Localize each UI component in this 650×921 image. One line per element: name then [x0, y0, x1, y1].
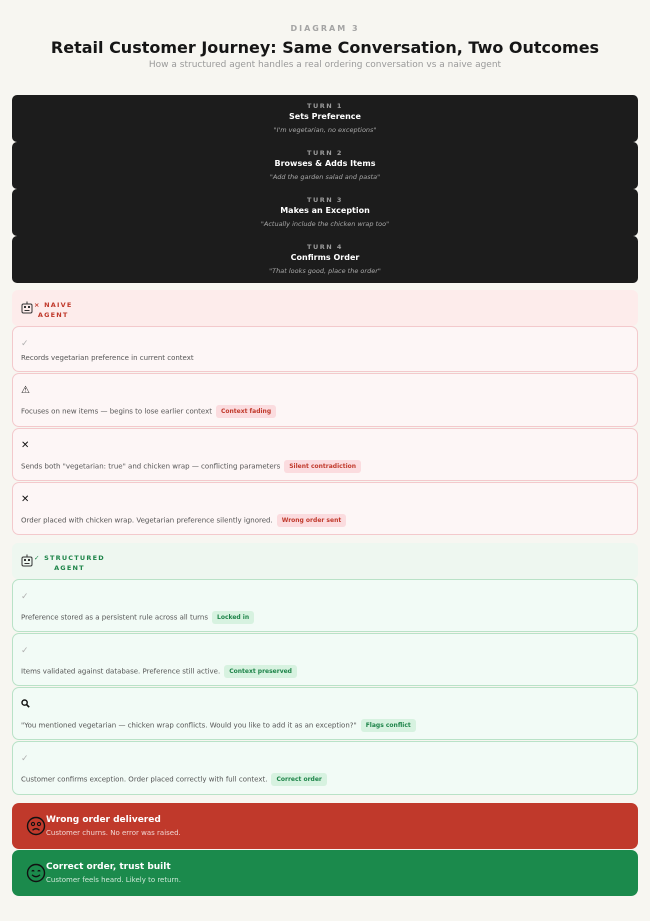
step-text: Sends both "vegetarian: true" and chicken wrap — conflicting parameters Silent contradiction — [21, 460, 361, 473]
turn-label: TURN 3 — [307, 196, 343, 204]
diagram-eyebrow: DIAGRAM 3 — [290, 24, 360, 33]
structured-agent-title: ✓ STRUCTURED AGENT — [34, 554, 105, 572]
step-text: Customer confirms exception. Order placed correctly with full context. Correct order — [21, 773, 327, 786]
check-icon: ✓ — [21, 339, 29, 349]
frowning-face-icon — [26, 816, 46, 836]
x-icon: ✕ — [21, 494, 30, 505]
turn-label: TURN 1 — [307, 102, 343, 110]
turn-quote: "Add the garden salad and pasta" — [269, 173, 381, 181]
check-icon: ✓ — [21, 592, 29, 602]
check-icon: ✓ — [21, 646, 29, 656]
turn-title: Confirms Order — [290, 253, 360, 262]
structured-agent-header — [12, 543, 638, 579]
turn-card-3 — [12, 189, 638, 236]
step-text: Records vegetarian preference in current context — [21, 354, 194, 362]
robot-icon — [21, 301, 33, 314]
step-text: Order placed with chicken wrap. Vegetarian preference silently ignored. Wrong order sent — [21, 514, 346, 527]
warning-icon: ⚠ — [21, 385, 30, 396]
turn-quote: "I'm vegetarian, no exceptions" — [273, 126, 377, 134]
check-icon: ✓ — [21, 754, 29, 764]
structured-step-1 — [12, 579, 638, 632]
turn-card-4 — [12, 236, 638, 283]
turn-label: TURN 2 — [307, 149, 343, 157]
naive-step-2 — [12, 373, 638, 427]
smiling-face-icon — [26, 863, 46, 883]
diagram-subtitle: How a structured agent handles a real ordering conversation vs a naive agent — [148, 60, 502, 70]
naive-step-4 — [12, 482, 638, 535]
structured-step-2 — [12, 633, 638, 686]
naive-agent-header — [12, 290, 638, 326]
turn-title: Makes an Exception — [280, 206, 370, 215]
bad-outcome-card — [12, 803, 638, 849]
good-outcome-card — [12, 850, 638, 896]
naive-step-3 — [12, 428, 638, 481]
turn-card-1 — [12, 95, 638, 142]
turn-title: Sets Preference — [289, 112, 361, 121]
naive-agent-title: × NAIVE AGENT — [34, 301, 73, 319]
status-badge: Context preserved — [224, 665, 297, 678]
status-badge: Flags conflict — [361, 719, 416, 732]
status-badge: Context fading — [216, 405, 276, 418]
step-text: Items validated against database. Preference still active. Context preserved — [21, 665, 297, 678]
outcome-subtitle: Customer churns. No error was raised. — [46, 829, 181, 837]
turn-title: Browses & Adds Items — [274, 159, 376, 168]
structured-step-3 — [12, 687, 638, 740]
step-text: "You mentioned vegetarian — chicken wrap conflicts. Would you like to add it as an exception?" Flags conflict — [21, 719, 416, 732]
magnifier-icon — [21, 699, 30, 712]
outcome-title: Correct order, trust built — [46, 862, 171, 872]
status-badge: Silent contradiction — [284, 460, 361, 473]
diagram-title: Retail Customer Journey: Same Conversation, Two Outcomes — [50, 38, 600, 57]
status-badge: Wrong order sent — [277, 514, 347, 527]
x-icon: ✕ — [21, 440, 30, 451]
step-text: Preference stored as a persistent rule across all turns Locked in — [21, 611, 254, 624]
status-badge: Correct order — [271, 773, 326, 786]
turn-label: TURN 4 — [307, 243, 343, 251]
outcome-subtitle: Customer feels heard. Likely to return. — [46, 876, 181, 884]
robot-icon — [21, 554, 33, 567]
outcome-title: Wrong order delivered — [46, 815, 161, 825]
step-text: Focuses on new items — begins to lose earlier context Context fading — [21, 405, 276, 418]
turn-quote: "That looks good, place the order" — [269, 267, 381, 275]
turn-quote: "Actually include the chicken wrap too" — [260, 220, 390, 228]
turn-card-2 — [12, 142, 638, 189]
naive-step-1 — [12, 326, 638, 372]
status-badge: Locked in — [212, 611, 254, 624]
structured-step-4 — [12, 741, 638, 795]
